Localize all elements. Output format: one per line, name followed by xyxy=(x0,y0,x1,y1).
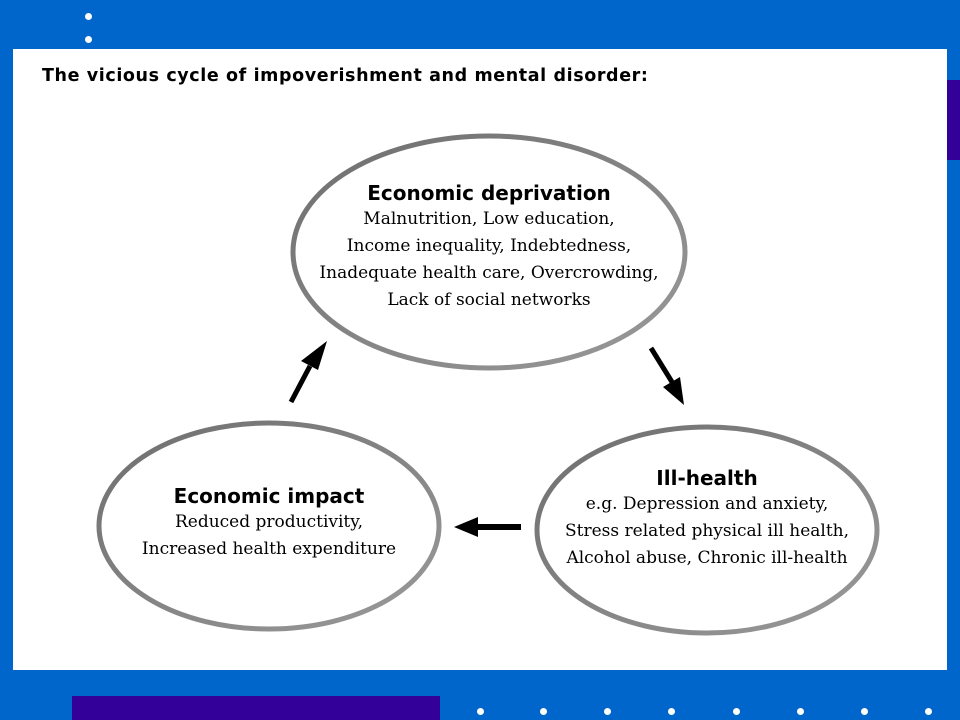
node-line: Increased health expenditure xyxy=(141,539,397,559)
node-ill-health xyxy=(527,465,887,572)
node-title: Ill-health xyxy=(656,466,758,490)
node-economic-impact xyxy=(119,483,419,563)
node-title: Economic deprivation xyxy=(367,181,611,205)
node-line: Stress related physical ill health, xyxy=(564,521,850,541)
node-line: e.g. Depression and anxiety, xyxy=(585,494,829,514)
node-line: Alcohol abuse, Chronic ill-health xyxy=(566,548,848,568)
node-line: Lack of social networks xyxy=(387,290,591,310)
node-title: Economic impact xyxy=(173,484,365,508)
node-line: Inadequate health care, Overcrowding, xyxy=(319,263,659,283)
node-line: Income inequality, Indebtedness, xyxy=(346,236,632,256)
node-economic-deprivation xyxy=(289,180,689,314)
arrow-deprivation-to-ill-health xyxy=(651,348,684,405)
node-line: Malnutrition, Low education, xyxy=(363,209,615,229)
arrow-impact-to-deprivation xyxy=(291,341,327,402)
node-line: Reduced productivity, xyxy=(174,512,364,532)
slide-title: The vicious cycle of impoverishment and mental disorder: xyxy=(42,66,649,86)
arrow-ill-health-to-impact xyxy=(454,517,521,537)
